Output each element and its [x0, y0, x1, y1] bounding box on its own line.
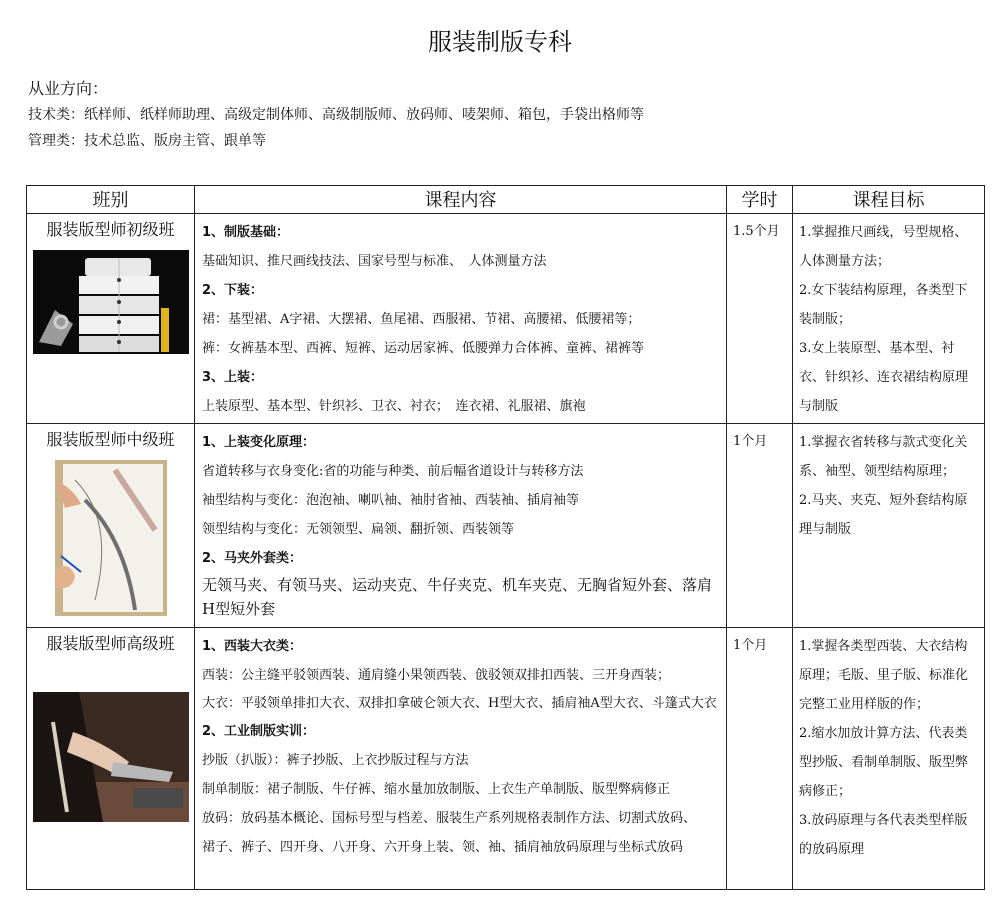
page-title: 服装制版专科 [428, 28, 572, 56]
header-hours: 学时 [727, 186, 793, 214]
class-name: 服装版型师初级班 [46, 220, 175, 239]
goals-cell [793, 628, 985, 890]
content-line: 3、上装： [202, 370, 264, 385]
content-line: 1、制版基础： [202, 225, 290, 240]
career-directions [28, 76, 644, 154]
content-line: 裙子、裤子、四开身、八开身、六开身上装、领、袖、插肩袖放码原理与坐标式放码 [202, 840, 684, 855]
content-line: 无领马夹、有领马夹、运动夹克、牛仔夹克、机车夹克、无胸省短外套、落肩H型短外套 [202, 576, 713, 618]
content-line: 西装：公主缝平驳领西装、通肩缝小果领西装、戗驳领双排扣西装、三开身西装； [202, 668, 671, 683]
class-name: 服装版型师高级班 [46, 634, 175, 653]
table-row [27, 214, 985, 424]
hours-cell: 1个月 [727, 628, 793, 890]
content-line: 2、工业制版实训： [202, 724, 316, 739]
hours-cell: 1.5个月 [727, 214, 793, 424]
header-content: 课程内容 [195, 186, 727, 214]
content-line: 基础知识、推尺画线技法、国家号型与标准、 人体测量方法 [202, 254, 547, 269]
goals-cell [793, 424, 985, 628]
class-cell [27, 214, 195, 424]
hours-cell: 1个月 [727, 424, 793, 628]
class-cell [27, 628, 195, 890]
content-cell [195, 628, 727, 890]
content-line: 裙：基型裙、A字裙、大摆裙、鱼尾裙、西服裙、节裙、高腰裙、低腰裙等； [202, 312, 641, 327]
career-heading: 从业方向： [28, 79, 109, 98]
goal-item: 2.缩水加放计算方法、代表类型抄版、看制单制版、版型弊病修正； [799, 726, 969, 799]
content-line: 1、上装变化原理： [202, 435, 316, 450]
content-line: 裤：女裤基本型、西裤、短裤、运动居家裤、低腰弹力合体裤、童裤、裙裤等 [202, 341, 645, 356]
class-cell [27, 424, 195, 628]
content-line: 省道转移与衣身变化:省的功能与种类、前后幅省道设计与转移方法 [202, 464, 584, 479]
goal-item: 3.女上装原型、基本型、衬衣、针织衫、连衣裙结构原理与制版 [799, 341, 969, 414]
table-row [27, 628, 985, 890]
content-line: 制单制版：裙子制版、牛仔裤、缩水量加放制版、上衣生产单制版、版型弊病修正 [202, 782, 671, 797]
content-cell [195, 214, 727, 424]
goal-item: 2.马夹、夹克、短外套结构原理与制版 [799, 493, 968, 537]
goal-item: 1.掌握推尺画线，号型规格、人体测量方法； [799, 225, 968, 269]
goal-item: 1.掌握衣省转移与款式变化关系、袖型、领型结构原理； [799, 435, 968, 479]
content-line: 放码：放码基本概论、国标号型与档差、服装生产系列规格表制作方法、切割式放码、 [202, 811, 697, 826]
header-goals: 课程目标 [793, 186, 985, 214]
content-line: 1、西装大衣类： [202, 639, 303, 654]
career-tech: 技术类：纸样师、纸样师助理、高级定制体师、高级制版师、放码师、唛架师、箱包，手袋出格师等 [28, 107, 644, 123]
class-name: 服装版型师中级班 [46, 430, 175, 449]
tailoring-photo [33, 692, 189, 822]
content-line: 袖型结构与变化：泡泡袖、喇叭袖、袖肘省袖、西装袖、插肩袖等 [202, 493, 580, 508]
goal-item: 3.放码原理与各代表类型样版的放码原理 [799, 813, 968, 857]
content-line: 领型结构与变化：无领领型、扁领、翻折领、西装领等 [202, 522, 515, 537]
content-line: 2、马夹外套类： [202, 551, 303, 566]
table-header-row [27, 186, 985, 214]
content-line: 大衣：平驳领单排扣大衣、双排扣拿破仑领大衣、H型大衣、插肩袖A型大衣、斗篷式大衣 [202, 696, 717, 711]
goal-item: 1.掌握各类型西装、大衣结构原理；毛版、里子版、标准化完整工业用样版的作； [799, 639, 969, 712]
content-line: 2、下装： [202, 283, 264, 298]
career-management: 管理类：技术总监、版房主管、跟单等 [28, 133, 266, 149]
content-line: 上装原型、基本型、针织衫、卫衣、衬衣； 连衣裙、礼服裙、旗袍 [202, 399, 586, 414]
table-row [27, 424, 985, 628]
goal-item: 2.女下装结构原理，各类型下装制版； [799, 283, 968, 327]
header-class: 班别 [27, 186, 195, 214]
shirts-photo [33, 250, 189, 354]
pattern-drafting-photo [55, 460, 167, 616]
content-cell [195, 424, 727, 628]
content-line: 抄版（扒版）：裤子抄版、上衣抄版过程与方法 [202, 753, 469, 768]
goals-cell [793, 214, 985, 424]
course-table [26, 185, 985, 890]
